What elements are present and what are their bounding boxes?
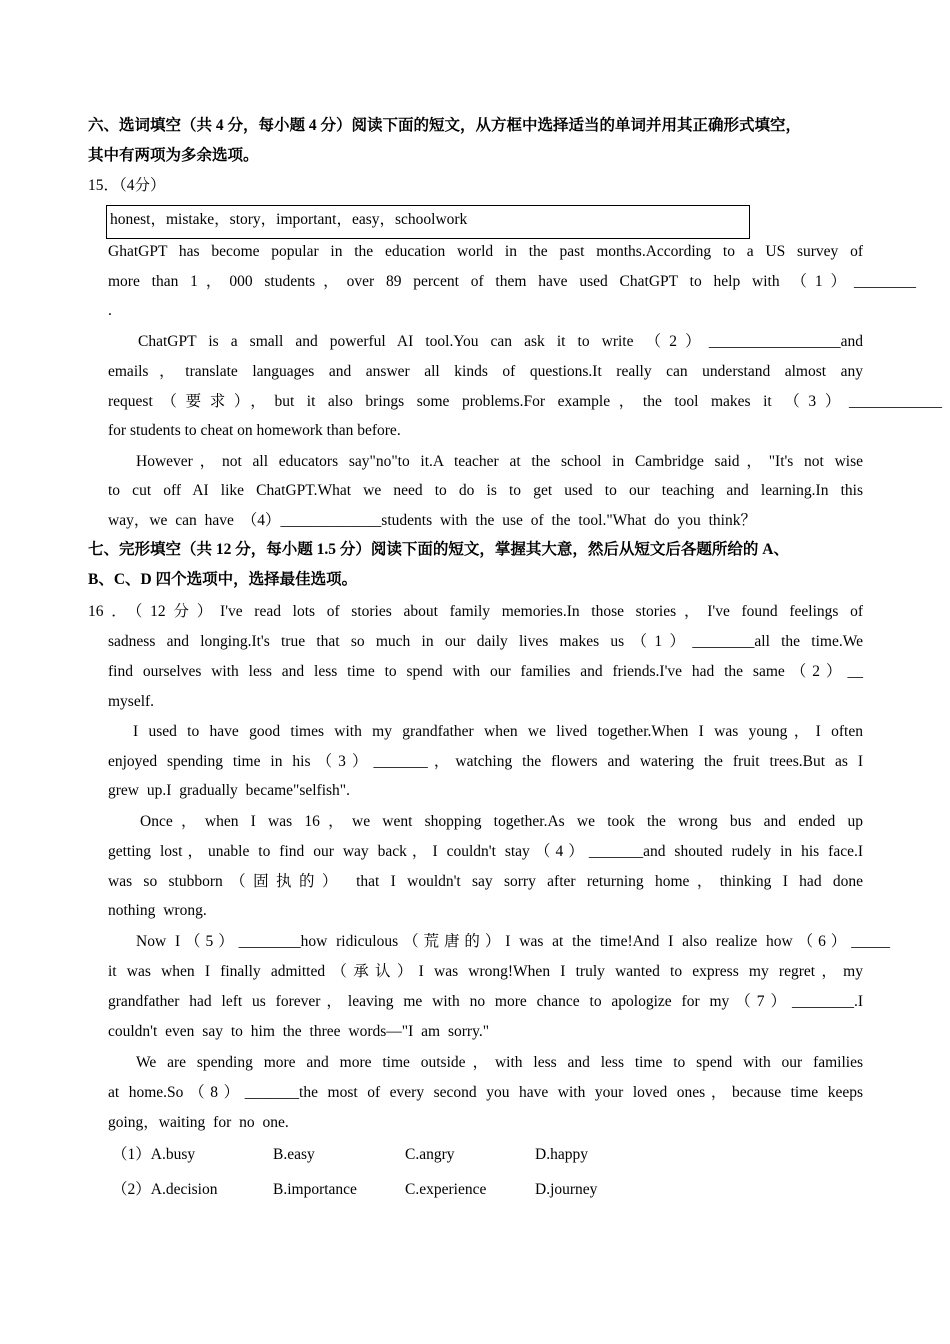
section-7-heading-cont: B、C、D 四个选项中，选择最佳选项。 — [88, 571, 358, 588]
option-1d: D.happy — [535, 1146, 588, 1163]
section-7-heading: 七、完形填空（共 12 分，每小题 1.5 分）阅读下面的短文，掌握其大意，然后从短文后各题所给的 A、 — [88, 541, 789, 558]
passage-line: grew up.I gradually became"selfish". — [108, 782, 351, 799]
passage-line: request（要求），but it also brings some problems.For example，the tool makes it （3）____________ — [108, 393, 942, 410]
passage-line: We are spending more and more time outside，with less and less time to spend with our families — [136, 1054, 863, 1071]
option-1c: C.angry — [405, 1146, 455, 1163]
passage-line: emails，translate languages and answer all kinds of questions.It really can understand almost any — [108, 363, 863, 380]
passage-line: enjoyed spending time in his（3）_______，watching the flowers and watering the fruit trees.But as I — [108, 753, 863, 770]
passage-line: I used to have good times with my grandfather when we lived together.When I was young，I often — [133, 723, 863, 740]
passage-line: for students to cheat on homework than before. — [108, 422, 401, 439]
passage-line: . — [108, 302, 112, 319]
option-2d: D.journey — [535, 1181, 598, 1198]
passage-line: find ourselves with less and less time to spend with our families and friends.I've had the same（2）__ — [108, 663, 863, 680]
passage-line: couldn't even say to him the three words—"I am sorry." — [108, 1023, 490, 1040]
passage-line: was so stubborn（固执的） that I wouldn't say sorry after returning home，thinking I had done — [108, 873, 863, 890]
passage-line: ChatGPT is a small and powerful AI tool.You can ask it to write （2）_________________and — [138, 333, 863, 350]
option-1a: （1）A.busy — [112, 1146, 196, 1163]
passage-line: nothing wrong. — [108, 902, 207, 919]
section-6-heading-cont: 其中有两项为多余选项。 — [88, 147, 259, 164]
question-15-number: 15．（4分） — [88, 177, 166, 194]
section-6-heading: 六、选词填空（共 4 分，每小题 4 分）阅读下面的短文，从方框中选择适当的单词并用其正确形式填空， — [88, 117, 802, 134]
passage-line: it was when I finally admitted（承认）I was wrong!When I truly wanted to express my regret，my — [108, 963, 863, 980]
passage-line: GhatGPT has become popular in the education world in the past months.According to a US survey of — [108, 243, 863, 260]
option-2c: C.experience — [405, 1181, 487, 1198]
option-2b: B.importance — [273, 1181, 357, 1198]
passage-line: Now I（5）________how ridiculous（荒唐的）I was at the time!And I also realize how（6）_____ — [136, 933, 890, 950]
option-1b: B.easy — [273, 1146, 315, 1163]
passage-line: at home.So（8）_______the most of every second you have with your loved ones，because time keeps — [108, 1084, 863, 1101]
passage-line: 16．（12分）I've read lots of stories about family memories.In those stories，I've found feelings of — [88, 603, 863, 620]
passage-line: more than 1，000 students，over 89 percent of them have used ChatGPT to help with （1）________ — [108, 273, 916, 290]
passage-line: Once，when I was 16，we went shopping together.As we took the wrong bus and ended up — [140, 813, 863, 830]
passage-line: way，we can have （4）_____________students with the use of the tool."What do you think？ — [108, 512, 756, 529]
option-2a: （2）A.decision — [112, 1181, 218, 1198]
passage-line: sadness and longing.It's true that so much in our daily lives makes us（1）________all the time.We — [108, 633, 863, 650]
passage-line: going，waiting for no one. — [108, 1114, 289, 1131]
passage-line: to cut off AI like ChatGPT.What we need to do is to get used to our teaching and learning.In this — [108, 482, 863, 499]
passage-line: grandfather had left us forever，leaving me with no more chance to apologize for my（7）________.I — [108, 993, 863, 1010]
word-box-words: honest，mistake，story，important，easy，schoolwork — [110, 211, 468, 228]
passage-line: myself. — [108, 693, 155, 710]
passage-line: getting lost，unable to find our way back，I couldn't stay（4）_______and shouted rudely in his face.I — [108, 843, 863, 860]
passage-line: However，not all educators say"no"to it.A teacher at the school in Cambridge said，"It's not wise — [136, 453, 863, 470]
